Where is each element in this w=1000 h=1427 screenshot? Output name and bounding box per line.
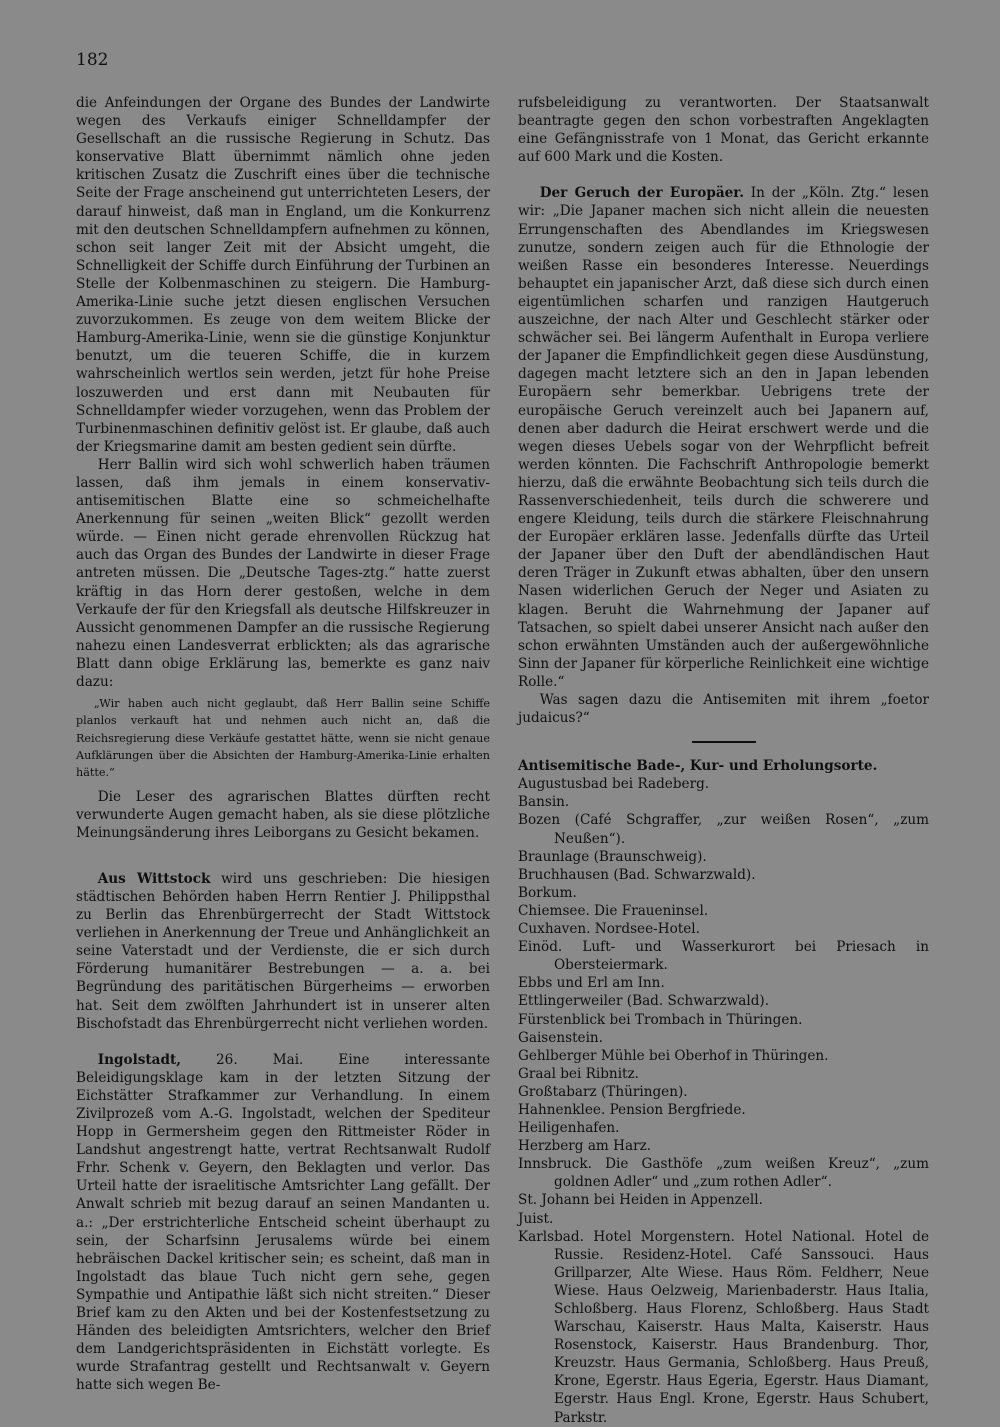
ballin-article-p1: die Anfeindungen der Organe des Bundes der Landwirte wegen des Verkaufs einiger Schnelldampfer der Gesellschaft an die russische Regierung in Schutz. Das konservative Blatt übernimmt nämlich ohne jeden kritischen Zusatz die Zuschrift eines über die technische Seite der Frage anscheinend gut unterrichteten Lesers, der darauf hinweist, daß man in England, um die Konkurrenz mit den deutschen Schnelldampfern aufnehmen zu können, schon seit langer Zeit mit der Absicht umgeht, die Schnelligkeit der Schiffe durch Einführung der Turbinen an Stelle der Kolbenmaschinen zu steigern. Die Hamburg-Amerika-Linie suche jetzt diesen englischen Versuchen zuvorzukommen. Es zeuge von dem weitem Blicke der Hamburg-Amerika-Linie, wenn sie die günstige Konjunktur benutzt, um die teueren Schiffe, die in kurzem wahrscheinlich wertlos sein werden, jetzt für hohe Preise loszuwerden und erst dann mit Neubauten für Schnelldampfer wieder vorzugehen, wenn das Problem der Turbinenmaschinen definitiv gelöst ist. Er glaube, daß auch der Kriegsmarine damit am besten gedient sein dürfte. bbox=[76, 95, 490, 455]
left-column bbox=[76, 94, 490, 1394]
place-item: Einöd. Luft- und Wasserkurort bei Priesach in Obersteiermark. bbox=[518, 939, 929, 974]
ingolstadt-heading: Ingolstadt, bbox=[97, 1051, 181, 1068]
place-item: Hahnenklee. Pension Bergfriede. bbox=[518, 1101, 746, 1118]
wittstock-article bbox=[76, 870, 490, 1033]
place-item: Bansin. bbox=[518, 794, 570, 811]
place-item: St. Johann bei Heiden in Appenzell. bbox=[518, 1192, 763, 1209]
wittstock-text: wird uns geschrieben: Die hiesigen städtischen Behörden haben Herrn Rentier J. Philippsthal zu Berlin das Ehrenbürgerrecht der Stadt Wittstock verliehen in Anerkennung der Treue und Anhänglichkeit an seine Vaterstadt und der Verdienste, die er sich durch Förderung humanitärer Bestrebungen — a. a. bei Begründung des paritätischen Bürgerheims — erworben hat. Seit dem zwölften Jahrhundert ist in unserer alten Bischofstadt das Ehrenbürgerrecht nicht verliehen worden. bbox=[76, 870, 491, 1032]
place-item: Karlsbad. Hotel Morgenstern. Hotel National. Hotel de Russie. Residenz-Hotel. Café Sanssouci. Haus Grillparzer, Alte Wiese. Haus Röm. Feldherr, Neue Wiese. Haus Oelzweig, Marienbaderstr. Haus Italia, Schloßberg. Haus Florenz, Schloßberg. Haus Stadt Warschau, Kaiserstr. Haus Malta, Kaiserstr. Haus Rosenstock, Kaiserstr. Haus Brandenburg. Thor, Kreuzstr. Haus Germania, Schloßberg. Haus Preuß, Krone, Egerstr. Haus Egeria, Egerstr. Haus Diamant, Egerstr. Haus Engl. Krone, Egerstr. Haus Schubert, Parkstr. bbox=[518, 1228, 929, 1426]
place-item: Braunlage (Braunschweig). bbox=[518, 848, 707, 865]
place-item: Gehlberger Mühle bei Oberhof in Thüringen. bbox=[518, 1047, 829, 1064]
section-gap bbox=[76, 842, 490, 870]
place-item: Herzberg am Harz. bbox=[518, 1138, 652, 1155]
place-item: Ebbs und Erl am Inn. bbox=[518, 975, 665, 992]
place-item: Augustusbad bei Radeberg. bbox=[518, 776, 710, 793]
place-item: Chiemsee. Die Fraueninsel. bbox=[518, 902, 709, 919]
place-item: Ettlingerweiler (Bad. Schwarzwald). bbox=[518, 993, 770, 1010]
place-item: Gaisenstein. bbox=[518, 1029, 603, 1046]
wittstock-heading: Aus Wittstock bbox=[97, 870, 211, 887]
ingolstadt-text: 26. Mai. Eine interessante Beleidigungsklage kam in der letzten Sitzung der Eichstätter Strafkammer zur Verhandlung. In einem Zivilprozeß vom A.-G. Ingolstadt, welchen der Spediteur Hopp in Germersheim gegen den Rittmeister Röder in Landshut angestrengt hatte, vertrat Rechtsanwalt Rudolf Frhr. Schenk v. Geyern, den Beklagten und verlor. Das Urteil hatte der israelitische Amtsrichter Lang gefällt. Der Anwalt schrieb mit bezug darauf an seinen Mandanten u. a.: „Der erstrichterliche Entscheid scheint überhaupt zu sein, der Scharfsinn Jerusalems würde bei einem hebräischen Dackel kritischer sein; es scheint, daß man in Ingolstadt das blaue Tuch nicht gern sehe, gegen Sympathie und Antipathie läßt sich nicht streiten.“ Dieser Brief kam zu den Akten und bei der Kostenfestsetzung zu Händen des beleidigten Amtsrichters, welcher den Brief dem Landgerichtspräsidenten in Eichstätt vorlegte. Es wurde Strafantrag gestellt und Rechtsanwalt v. Geyern hatte sich wegen Be- bbox=[76, 1051, 490, 1394]
ballin-quote: „Wir haben auch nicht geglaubt, daß Herr Ballin seine Schiffe planlos verkauft hat und nehmen auch nicht an, daß die Reichsregierung diese Verkäufe gestattet hätte, wenn sie nicht genaue Aufklärungen über die Absichten der Hamburg-Amerika-Linie erhalten hätte.“ bbox=[76, 697, 490, 780]
page-number: 182 bbox=[76, 50, 109, 70]
geruch-article bbox=[518, 184, 929, 691]
section-gap bbox=[76, 1033, 490, 1051]
places-list-title: Antisemitische Bade-, Kur- und Erholungsorte. bbox=[518, 758, 878, 775]
place-item: Cuxhaven. Nordsee-Hotel. bbox=[518, 921, 700, 938]
ballin-article-p3: Die Leser des agrarischen Blattes dürften recht verwunderte Augen gemacht haben, als sie diese plötzliche Meinungsänderung ihres Leiborgans zu Gesicht bekamen. bbox=[76, 788, 490, 841]
geruch-text: In der „Köln. Ztg.“ lesen wir: „Die Japaner machen sich nicht allein die neuesten Errungenschaften des Abendlandes im Kriegswesen zunutze, sondern zeigen auch für die Ethnologie der weißen Rasse ein besonderes Interesse. Neuerdings behauptet ein japanischer Arzt, daß diese sich durch einen eigentümlichen scharfen und ranzigen Hautgeruch auszeichne, der nach Alter und Geschlecht stärker oder schwächer sei. Bei längerm Aufenthalt in Europa verliere der Japaner die Empfindlichkeit gegen diese Ausdünstung, dagegen macht letztere sich an den in Japan lebenden Europäern sehr bemerkbar. Uebrigens trete der europäische Geruch vereinzelt auch bei Japanern auf, denen aber dadurch die Heirat erschwert werde und die wegen dieses Uebels sogar von der Wehrpflicht befreit werden könnten. Die Fachschrift Anthropologie bemerkt hierzu, daß die erwähnte Beobachtung sich teils durch die Rassenverschiedenheit, teils durch die schwerere und engere Kleidung, teils durch die stärkere Fleischnahrung der Europäer erklären lasse. Jedenfalls dürfte das Urteil der Japaner über den Duft der abendländischen Haut deren Träger in Zukunft etwas abhalten, über den unsern Nasen widerlichen Geruch der Neger und Asiaten zu klagen. Beruht die Wahrnehmung der Japaner auf Tatsachen, so spielt dabei unserer Ansicht nach außer den schon erwähnten Umständen auch der außergewöhnliche Sinn der Japaner für körperliche Reinlichkeit eine wichtige Rolle.“ bbox=[518, 185, 929, 690]
right-column bbox=[518, 94, 929, 1427]
section-divider bbox=[692, 741, 756, 743]
places-list bbox=[518, 775, 929, 1426]
place-item: Graal bei Ribnitz. bbox=[518, 1065, 639, 1082]
place-item: Borkum. bbox=[518, 884, 577, 901]
place-item: Großtabarz (Thüringen). bbox=[518, 1083, 688, 1100]
ingolstadt-continuation: rufsbeleidigung zu verantworten. Der Staatsanwalt beantragte gegen den schon vorbestraften Angeklagten eine Gefängnisstrafe von 1 Monat, das Gericht erkannte auf 600 Mark und die Kosten. bbox=[518, 95, 929, 166]
place-item: Bruchhausen (Bad. Schwarzwald). bbox=[518, 866, 756, 883]
geruch-question: Was sagen dazu die Antisemiten mit ihrem „foetor judaicus?“ bbox=[518, 692, 929, 727]
place-item: Innsbruck. Die Gasthöfe „zum weißen Kreuz“, „zum goldnen Adler“ und „zum rothen Adler“. bbox=[518, 1156, 929, 1191]
place-item: Fürstenblick bei Trombach in Thüringen. bbox=[518, 1011, 803, 1028]
ballin-article-p2: Herr Ballin wird sich wohl schwerlich haben träumen lassen, daß ihm jemals in einem konservativ-antisemitischen Blatte eine so schmeichelhafte Anerkennung für seinen „weiten Blick“ gezollt werden würde. — Einen nicht gerade ehrenvollen Rückzug hat auch das Organ des Bundes der Landwirte in dieser Frage antreten müssen. Die „Deutsche Tages-ztg.“ hatte zuerst kräftig in das Horn derer gestoßen, welche in dem Verkaufe der für den Kriegsfall als deutsche Hilfskreuzer in Aussicht genommenen Dampfer an die russische Regierung nahezu einen Landesverrat erblickten; als das agrarische Blatt dann obige Erklärung las, bemerkte es ganz naiv dazu: bbox=[76, 456, 490, 690]
section-gap bbox=[518, 166, 929, 184]
geruch-heading: Der Geruch der Europäer. bbox=[539, 185, 744, 202]
ingolstadt-article bbox=[76, 1051, 490, 1395]
place-item: Bozen (Café Schgraffer, „zur weißen Rosen“, „zum Neußen“). bbox=[518, 812, 929, 847]
place-item: Heiligenhafen. bbox=[518, 1120, 620, 1137]
place-item: Juist. bbox=[518, 1210, 554, 1227]
